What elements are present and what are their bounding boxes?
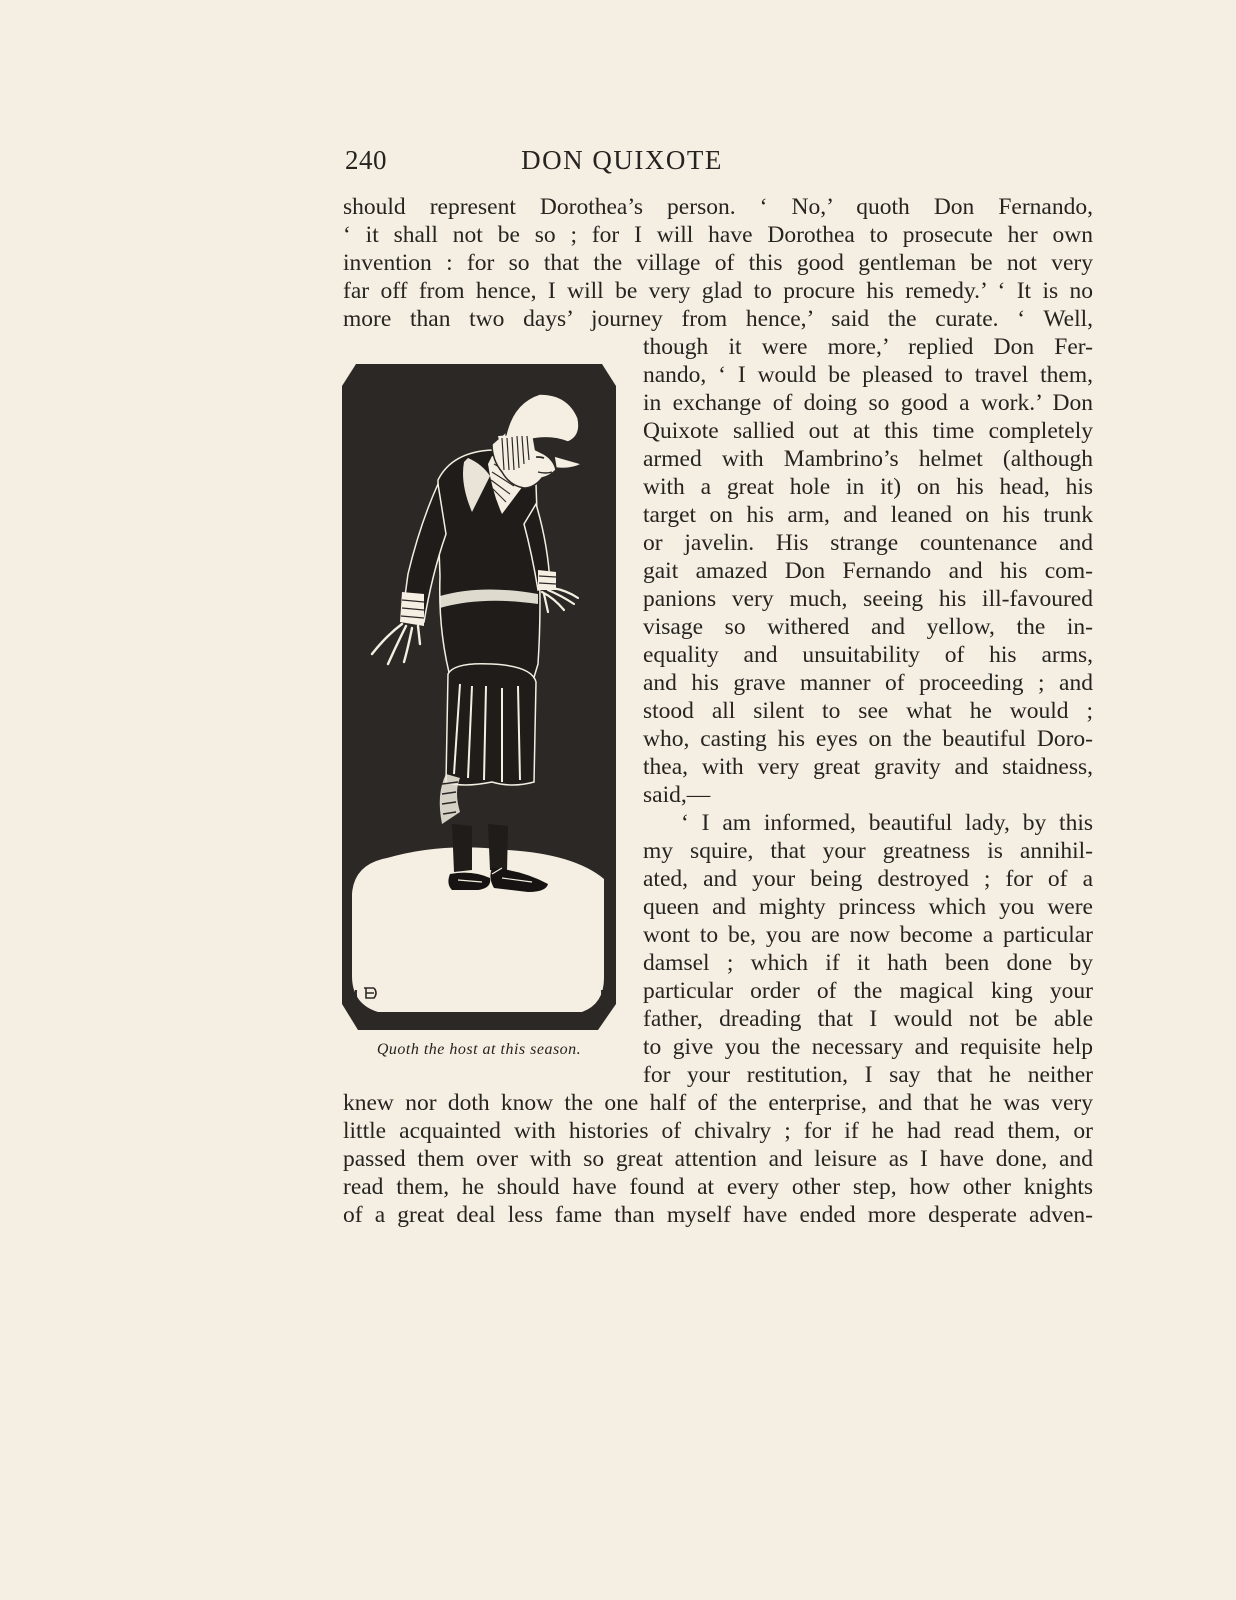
text-line: little acquainted with histories of chivalry ; for if he had read them, or bbox=[343, 1118, 1093, 1144]
text-line: and his grave manner of proceeding ; and bbox=[643, 670, 1093, 696]
text-line: father, dreading that I would not be able bbox=[643, 1006, 1093, 1032]
text-line: target on his arm, and leaned on his trunk bbox=[643, 502, 1093, 528]
text-line: armed with Mambrino’s helmet (although bbox=[643, 446, 1093, 472]
text-line: invention : for so that the village of this good gentleman be not very bbox=[343, 250, 1093, 276]
text-line: said,— bbox=[643, 782, 711, 808]
text-line: should represent Dorothea’s person. ‘ No,’ quoth Don Fernando, bbox=[343, 194, 1093, 220]
text-line: thea, with very great gravity and staidness, bbox=[643, 754, 1093, 780]
text-line: ‘ I am informed, beautiful lady, by this bbox=[681, 810, 1093, 836]
text-line: far off from hence, I will be very glad to procure his remedy.’ ‘ It is no bbox=[343, 278, 1093, 304]
text-line: who, casting his eyes on the beautiful Doro- bbox=[643, 726, 1093, 752]
woodcut-illustration bbox=[342, 364, 616, 1030]
text-line: equality and unsuitability of his arms, bbox=[643, 642, 1093, 668]
text-line: Quixote sallied out at this time completely bbox=[643, 418, 1093, 444]
text-line: read them, he should have found at every other step, how other knights bbox=[343, 1174, 1093, 1200]
text-line: of a great deal less fame than myself have ended more desperate adven- bbox=[343, 1202, 1093, 1228]
text-line: or javelin. His strange countenance and bbox=[643, 530, 1093, 556]
text-line: to give you the necessary and requisite help bbox=[643, 1034, 1093, 1060]
text-line: visage so withered and yellow, the in- bbox=[643, 614, 1093, 640]
text-line: damsel ; which if it hath been done by bbox=[643, 950, 1093, 976]
text-line: more than two days’ journey from hence,’ said the curate. ‘ Well, bbox=[343, 306, 1093, 332]
text-line: my squire, that your greatness is annihil- bbox=[643, 838, 1093, 864]
text-line: particular order of the magical king your bbox=[643, 978, 1093, 1004]
text-line: though it were more,’ replied Don Fer- bbox=[643, 334, 1093, 360]
text-line: stood all silent to see what he would ; bbox=[643, 698, 1093, 724]
text-line: ‘ it shall not be so ; for I will have Dorothea to prosecute her own bbox=[343, 222, 1093, 248]
text-line: ated, and your being destroyed ; for of a bbox=[643, 866, 1093, 892]
text-line: wont to be, you are now become a particular bbox=[643, 922, 1093, 948]
page-number: 240 bbox=[345, 145, 387, 175]
figure-caption: Quoth the host at this season. bbox=[376, 1041, 582, 1058]
text-line: with a great hole in it) on his head, his bbox=[643, 474, 1093, 500]
text-line: panions very much, seeing his ill-favoured bbox=[643, 586, 1093, 612]
text-line: gait amazed Don Fernando and his com- bbox=[643, 558, 1093, 584]
text-line: passed them over with so great attention and leisure as I have done, and bbox=[343, 1146, 1093, 1172]
text-line: in exchange of doing so good a work.’ Don bbox=[643, 390, 1093, 416]
text-line: for your restitution, I say that he neither bbox=[643, 1062, 1093, 1088]
text-line: queen and mighty princess which you were bbox=[643, 894, 1093, 920]
text-line: nando, ‘ I would be pleased to travel them, bbox=[643, 362, 1093, 388]
running-title: DON QUIXOTE bbox=[521, 145, 723, 175]
text-line: knew nor doth know the one half of the enterprise, and that he was very bbox=[343, 1090, 1093, 1116]
